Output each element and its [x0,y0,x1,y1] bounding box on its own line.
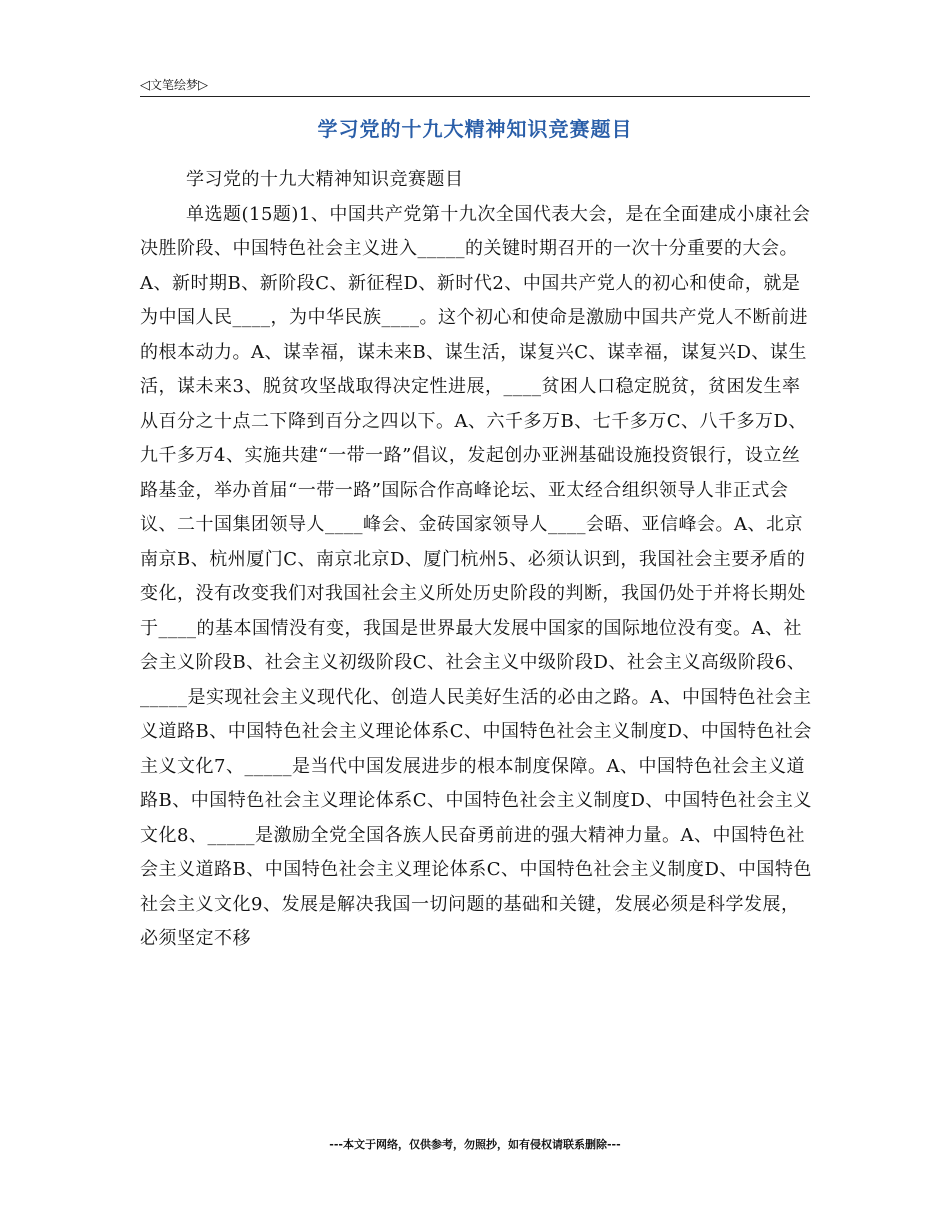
document-title: 学习党的十九大精神知识竞赛题目 [317,117,633,141]
document-subtitle: 学习党的十九大精神知识竞赛题目 [186,169,464,190]
page-footer: ---本文于网络，仅供参考，勿照抄，如有侵权请联系删除--- [329,1138,621,1151]
question-paragraph: 单选题(15题)1、中国共产党第十九次全国代表大会，是在全面建成小康社会决胜阶段、中国特色社会主义进入_____的关键时期召开的一次十分重要的大会。A、新时期B、新阶段C、新征程D、新时代2、中国共产党人的初心和使命，就是为中国人民____，为中华民族____。这个初心和使命是激励中国共产党人不断前进的根本动力。A、谋幸福，谋未来B、谋生活，谋复兴C、谋幸福，谋复兴D、谋生活，谋未来3、脱贫攻坚战取得决定性进展，____贫困人口稳定脱贫，贫困发生率从百分之十点二下降到百分之四以下。A、六千多万B、七千多万C、八千多万D、九千多万4、实施共建“一带一路”倡议，发起创办亚洲基础设施投资银行，设立丝路基金，举办首届“一带一路”国际合作高峰论坛、亚太经合组织领导人非正式会议、二十国集团领导人____峰会、金砖国家领导人____会晤、亚信峰会。A、北京南京B、杭州厦门C、南京北京D、厦门杭州5、必须认识到，我国社会主要矛盾的变化，没有改变我们对我国社会主义所处历史阶段的判断，我国仍处于并将长期处于____的基本国情没有变，我国是世界最大发展中国家的国际地位没有变。A、社会主义阶段B、社会主义初级阶段C、社会主义中级阶段D、社会主义高级阶段6、_____是实现社会主义现代化、创造人民美好生活的必由之路。A、中国特色社会主义道路B、中国特色社会主义理论体系C、中国特色社会主义制度D、中国特色社会主义文化7、_____是当代中国发展进步的根本制度保障。A、中国特色社会主义道路B、中国特色社会主义理论体系C、中国特色社会主义制度D、中国特色社会主义文化8、_____是激励全党全国各族人民奋勇前进的强大精神力量。A、中国特色社会主义道路B、中国特色社会主义理论体系C、中国特色社会主义制度D、中国特色社会主义文化9、发展是解决我国一切问题的基础和关键，发展必须是科学发展，必须坚定不移 [140,203,812,949]
page-header [140,70,810,97]
header-brand [140,76,208,93]
left-triangle-icon: ◁ [140,78,150,93]
document-body [140,163,812,957]
right-triangle-icon: ▷ [198,78,209,93]
brand-text: 文笔绘梦 [150,78,199,92]
